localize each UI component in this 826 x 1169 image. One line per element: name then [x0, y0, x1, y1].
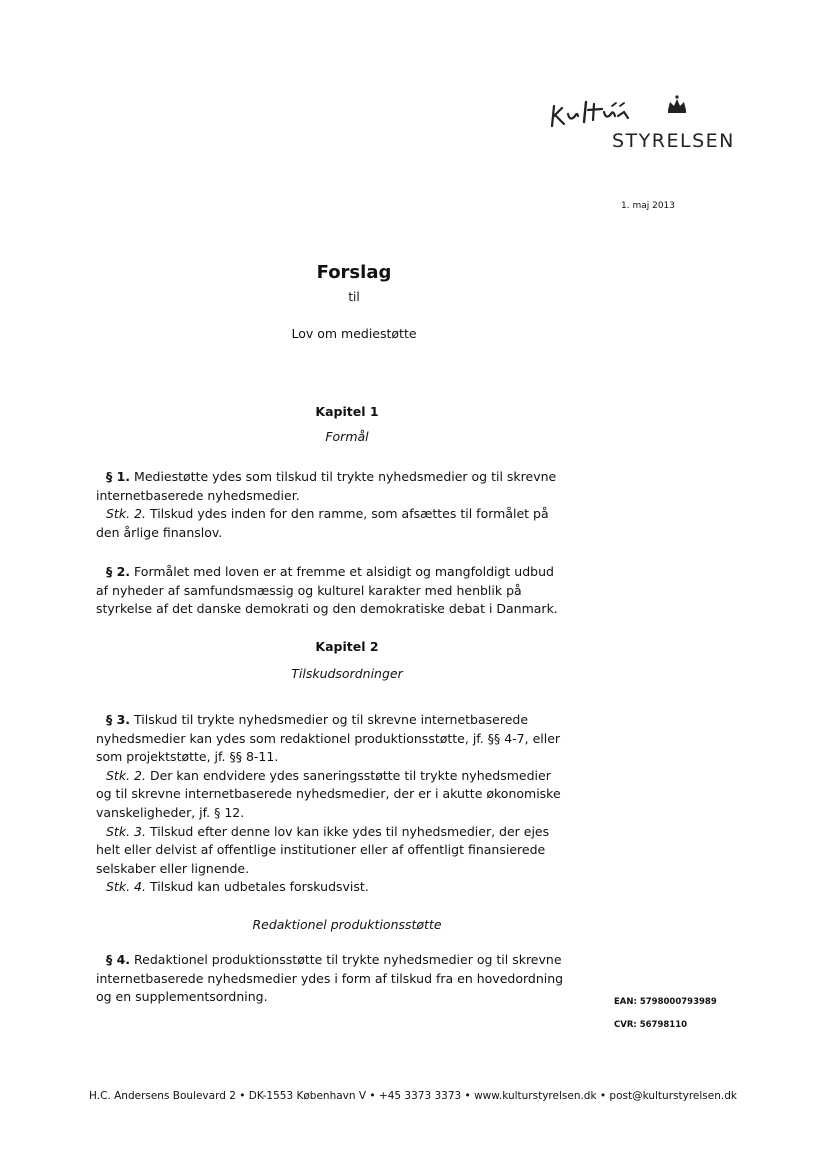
- paragraph-text: styrkelse af det danske demokrati og den demokratiske debat i Danmark.: [96, 601, 558, 617]
- kulturstyrelsen-logo: [548, 92, 748, 154]
- paragraph-text: Tilskud til trykte nyhedsmedier og til skrevne internetbaserede: [134, 712, 529, 727]
- paragraph-text: Formålet med loven er at fremme et alsidigt og mangfoldigt udbud: [134, 564, 554, 579]
- paragraph-4: [96, 951, 596, 1007]
- document-date: 1. maj 2013: [621, 201, 675, 211]
- paragraph-text: vanskeligheder, jf. § 12.: [96, 804, 245, 820]
- paragraph-text: internetbaserede nyhedsmedier ydes i form af tilskud fra en hovedordning: [96, 970, 564, 986]
- law-name: Lov om mediestøtte: [291, 326, 417, 341]
- paragraph-text: og en supplementsordning.: [96, 989, 268, 1005]
- paragraph-text: nyhedsmedier kan ydes som redaktionel produktionsstøtte, jf. §§ 4-7, eller: [96, 730, 561, 746]
- kultur-script-icon: [548, 92, 748, 132]
- paragraph-text: og til skrevne internetbaserede nyhedsmedier, der er i akutte økonomiske: [96, 786, 561, 802]
- document-title: Forslag: [316, 262, 392, 283]
- paragraph-3: [96, 711, 596, 897]
- chapter-1-subtitle: Formål: [325, 429, 369, 444]
- paragraph-number: § 1.: [106, 469, 131, 484]
- paragraph-text: Tilskud kan udbetales forskudsvist.: [149, 879, 369, 895]
- crown-icon: [668, 95, 686, 113]
- paragraph-text: den årlige finanslov.: [96, 524, 223, 540]
- document-title-sub: til: [348, 290, 360, 304]
- paragraph-text: Tilskud ydes inden for den ramme, som afsættes til formålet på: [149, 506, 549, 522]
- paragraph-number: § 3.: [106, 712, 131, 727]
- stk-label: Stk. 2.: [106, 506, 146, 522]
- paragraph-text: Tilskud efter denne lov kan ikke ydes til nyhedsmedier, der ejes: [149, 823, 550, 839]
- paragraph-text: Der kan endvidere ydes saneringsstøtte til trykte nyhedsmedier: [149, 767, 551, 783]
- paragraph-2: [96, 563, 596, 619]
- cvr-number: CVR: 56798110: [614, 1020, 688, 1030]
- paragraph-text: af nyheder af samfundsmæssig og kulturel karakter med henblik på: [96, 582, 522, 598]
- stk-label: Stk. 3.: [106, 823, 146, 839]
- paragraph-text: internetbaserede nyhedsmedier.: [96, 487, 300, 503]
- paragraph-text: som projektstøtte, jf. §§ 8-11.: [96, 749, 279, 765]
- paragraph-text: selskaber eller lignende.: [96, 860, 250, 876]
- paragraph-number: § 4.: [106, 952, 131, 967]
- chapter-1-heading: Kapitel 1: [315, 404, 379, 419]
- paragraph-text: Redaktionel produktionsstøtte til trykte nyhedsmedier og til skrevne: [134, 952, 562, 967]
- ean-number: EAN: 5798000793989: [614, 997, 717, 1007]
- paragraph-text: Mediestøtte ydes som tilskud til trykte nyhedsmedier og til skrevne: [134, 469, 557, 484]
- stk-label: Stk. 2.: [106, 767, 146, 783]
- chapter-2-heading: Kapitel 2: [315, 639, 379, 654]
- paragraph-number: § 2.: [106, 564, 131, 579]
- chapter-2-subtitle: Tilskudsordninger: [291, 666, 403, 681]
- paragraph-1: [96, 468, 596, 542]
- footer-address: H.C. Andersens Boulevard 2 • DK-1553 København V • +45 3373 3373 • www.kulturstyrelsen.dk • post@kulturstyrelsen.dk: [89, 1090, 737, 1102]
- logo-brand-text: STYRELSEN: [612, 130, 735, 152]
- section-heading: Redaktionel produktionsstøtte: [252, 917, 442, 932]
- stk-label: Stk. 4.: [106, 879, 146, 895]
- paragraph-text: helt eller delvist af offentlige institutioner eller af offentligt finansierede: [96, 842, 546, 858]
